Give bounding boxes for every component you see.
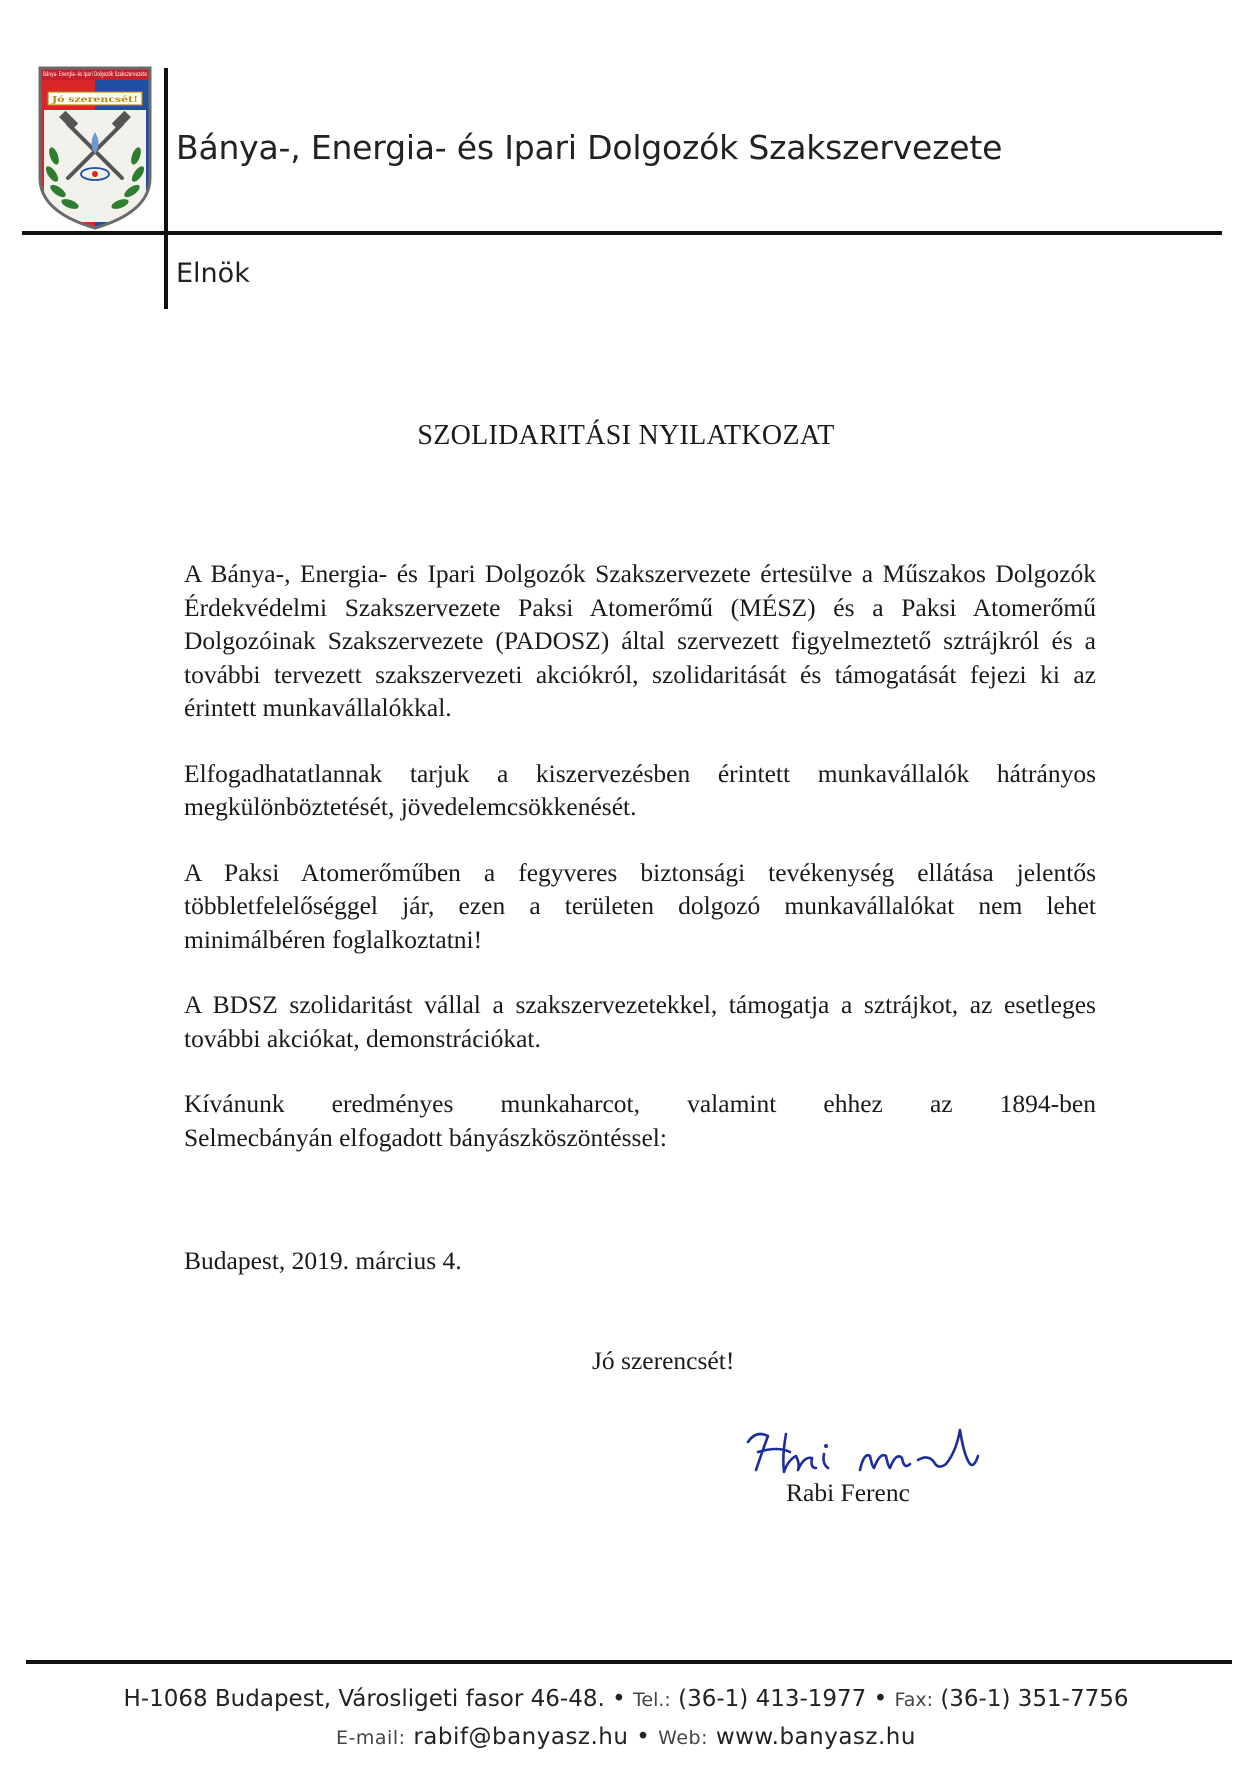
handwritten-signature [738, 1412, 988, 1482]
tel-label: Tel.: [633, 1689, 671, 1711]
web-label: Web: [658, 1727, 708, 1749]
document-date: Budapest, 2019. március 4. [184, 1246, 462, 1275]
footer-fax: (36-1) 351-7756 [940, 1686, 1129, 1712]
organization-logo-emblem [38, 66, 198, 230]
header-horizontal-rule [22, 231, 1222, 235]
organization-name: Bánya-, Energia- és Ipari Dolgozók Szakszervezete [176, 128, 1003, 167]
fax-label: Fax: [894, 1689, 933, 1711]
logo-motto: Jó szerencsét! [52, 95, 119, 105]
sender-position: Elnök [176, 258, 250, 289]
miner-greeting: Jó szerencsét! [592, 1346, 735, 1375]
logo-text-top: Bánya- Energia- és Ipari Dolgozók Szakszervezete [43, 71, 198, 78]
bullet-separator: • [873, 1686, 895, 1712]
closing-line-1: Kívánunk eredményes munkaharcot, valamint ehhez az 1894-ben [184, 1089, 1096, 1118]
email-label: E-mail: [336, 1727, 406, 1749]
signer-name: Rabi Ferenc [786, 1478, 910, 1507]
header-vertical-rule [164, 68, 168, 309]
closing-line-2: Selmecbányán elfogadott bányászköszöntéssel: [184, 1122, 667, 1152]
paragraph-2: Elfogadhatatlannak tarjuk a kiszervezésben érintett munkavállalók hátrányos megkülönböztetését, jövedelemcsökkenését. [184, 758, 1096, 821]
footer-tel: (36-1) 413-1977 [678, 1686, 867, 1712]
footer-horizontal-rule [26, 1660, 1232, 1664]
document-title: SZOLIDARITÁSI NYILATKOZAT [417, 420, 835, 451]
footer-email-link[interactable]: rabif@banyasz.hu [413, 1724, 629, 1750]
paragraph-3: A Paksi Atomerőműben a fegyveres biztonsági tevékenység ellátása jelentős többletfelelőséggel jár, ezen a területen dolgozó munkavállalókat nem lehet minimálbéren foglalkoztatni! [184, 857, 1096, 954]
footer-address: H-1068 Budapest, Városligeti fasor 46-48. [123, 1686, 605, 1712]
footer-contact-line [0, 1686, 1252, 1712]
paragraph-1: A Bánya-, Energia- és Ipari Dolgozók Szakszervezete értesülve a Műszakos Dolgozók Érdekvédelmi Szakszervezete Paksi Atomerőmű (MÉSZ) és a Paksi Atomerőmű Dolgozóinak Szakszervezete (PADOSZ) által szervezett figyelmeztető sztrájkról és a további tervezett szakszervezeti akciókról, szolidaritását és támogatását fejezi ki az érintett munkavállalókkal. [184, 559, 1096, 722]
bullet-separator: • [612, 1686, 633, 1712]
footer-online-line [0, 1724, 1252, 1750]
paragraph-4: A BDSZ szolidaritást vállal a szakszervezetekkel, támogatja a sztrájkot, az esetleges további akciókat, demonstrációkat. [184, 990, 1096, 1053]
document-body [184, 557, 1096, 1154]
footer-web-link[interactable]: www.banyasz.hu [715, 1724, 916, 1750]
bullet-separator: • [636, 1724, 659, 1750]
